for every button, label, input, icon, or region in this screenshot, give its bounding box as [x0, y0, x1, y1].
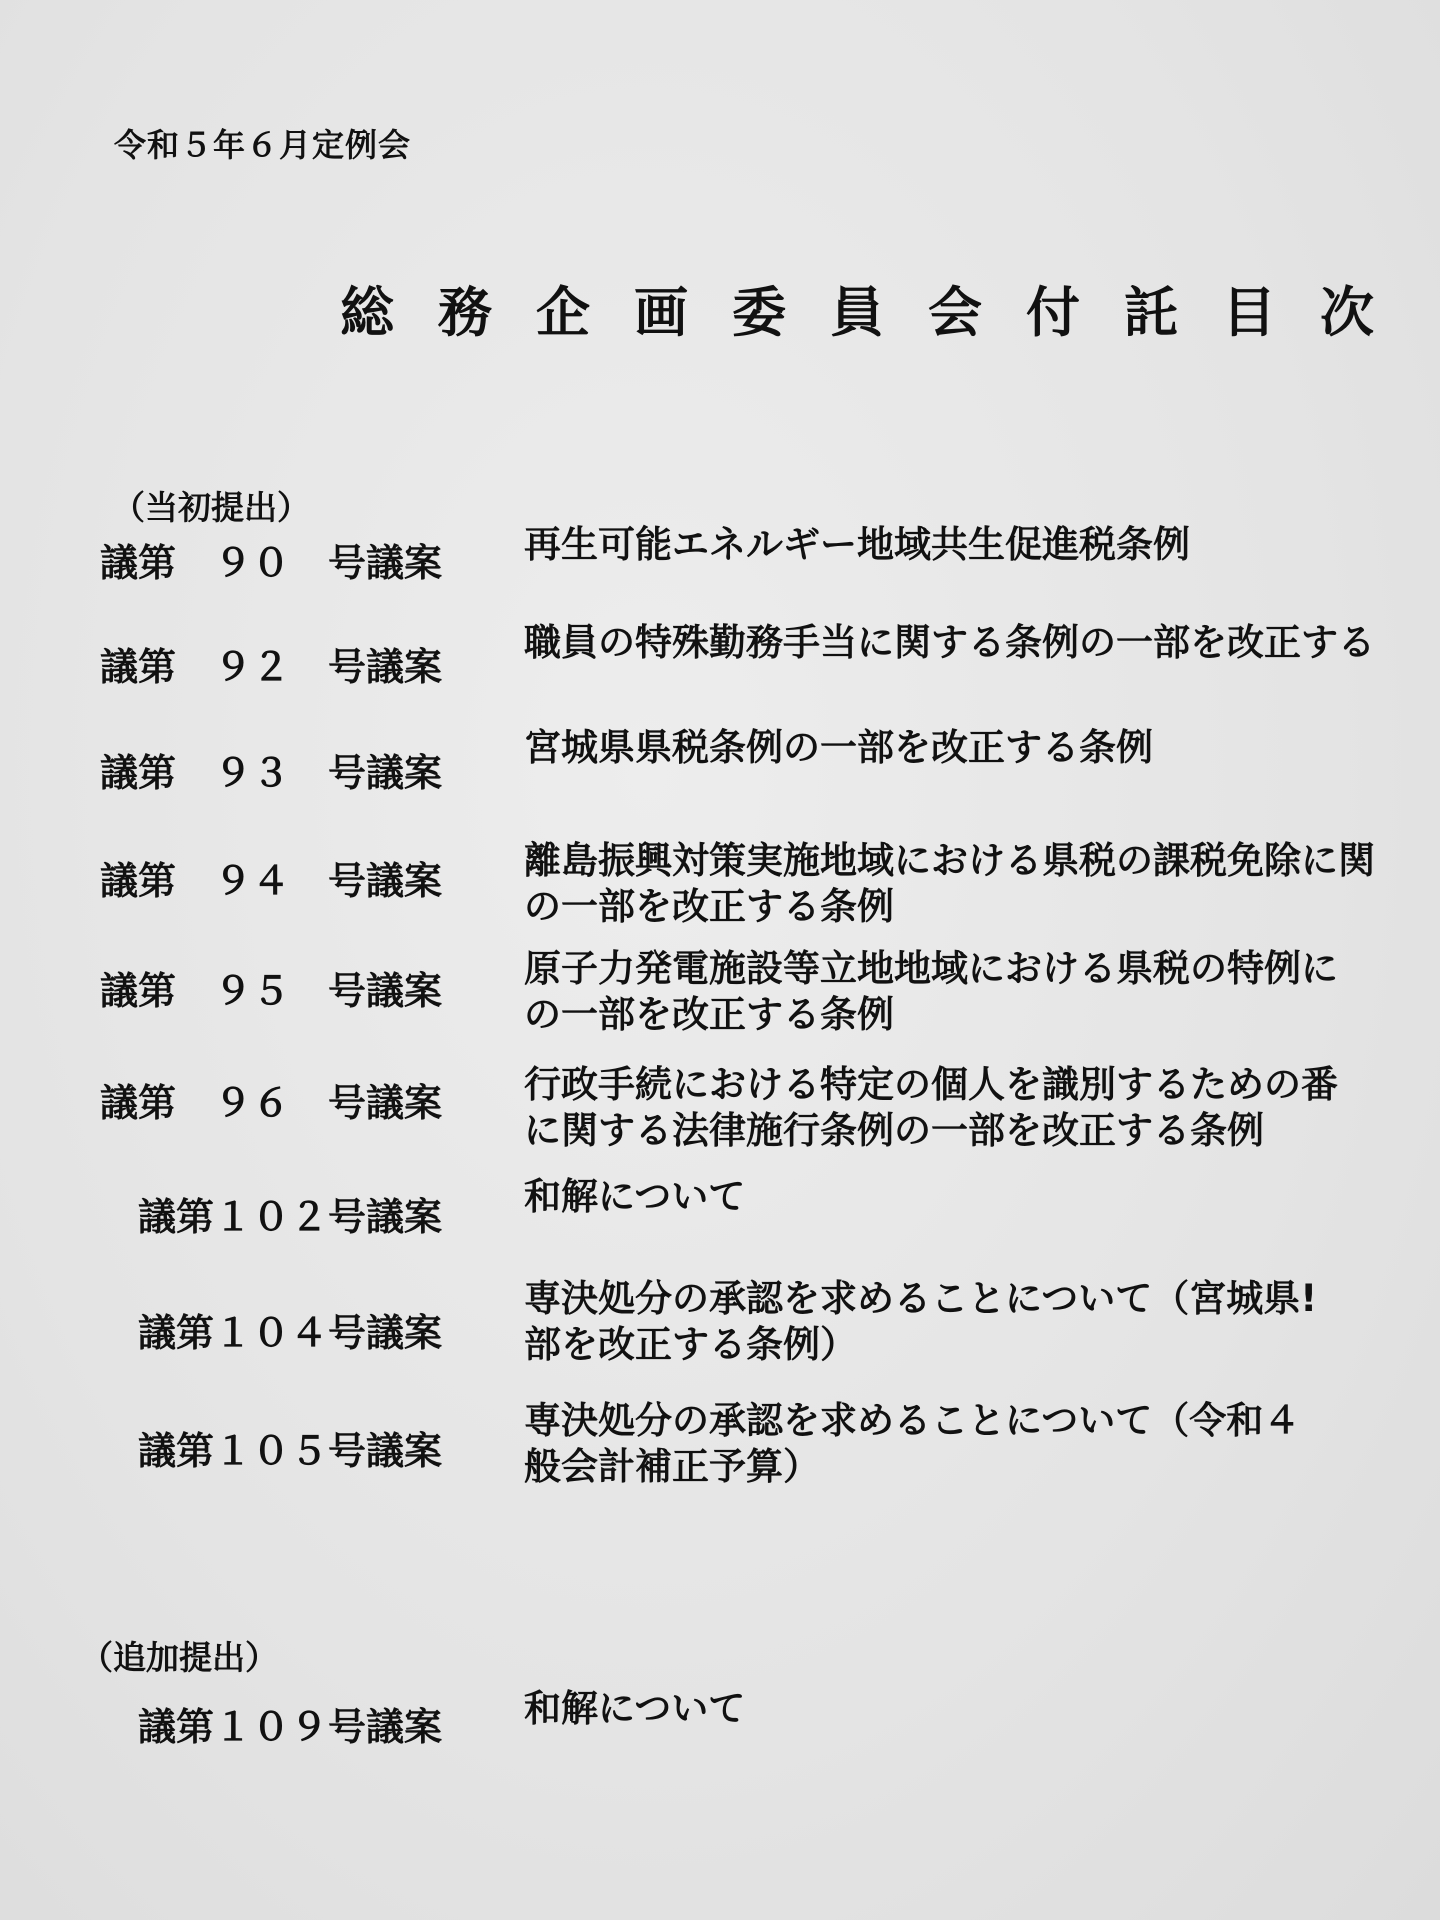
document-title: 総務企画委員会付託目次: [340, 281, 1418, 344]
bill-title: 離島振興対策実施地域における県税の課税免除に関 の一部を改正する条例: [524, 839, 1375, 928]
bill-number: 議第１０２号議案: [137, 1195, 442, 1239]
section-label-additional: （追加提出）: [80, 1638, 278, 1677]
section-label-initial: （当初提出）: [112, 488, 310, 527]
bill-title: 専決処分の承認を求めることについて（宮城県! 部を改正する条例）: [524, 1277, 1318, 1366]
bill-title: 原子力発電施設等立地地域における県税の特例に の一部を改正する条例: [524, 947, 1338, 1036]
bill-title: 和解について: [524, 1175, 746, 1218]
bill-title: 宮城県県税条例の一部を改正する条例: [524, 726, 1153, 769]
bill-title: 再生可能エネルギー地域共生促進税条例: [524, 523, 1190, 566]
bill-title: 専決処分の承認を求めることについて（令和４ 般会計補正予算）: [524, 1399, 1301, 1488]
bill-title: 職員の特殊勤務手当に関する条例の一部を改正する: [524, 621, 1375, 664]
bill-number: 議第 ９４ 号議案: [99, 859, 442, 903]
bill-number: 議第１０４号議案: [137, 1311, 442, 1355]
bill-title: 和解について: [524, 1687, 746, 1730]
bill-number: 議第 ９０ 号議案: [99, 541, 442, 585]
bill-number: 議第 ９２ 号議案: [99, 645, 442, 689]
bill-number: 議第１０５号議案: [137, 1429, 442, 1473]
bill-number: 議第１０９号議案: [137, 1705, 442, 1749]
bill-title: 行政手続における特定の個人を識別するための番 に関する法律施行条例の一部を改正する条例: [524, 1063, 1338, 1152]
bill-number: 議第 ９６ 号議案: [99, 1081, 442, 1125]
bill-number: 議第 ９５ 号議案: [99, 969, 442, 1013]
bill-number: 議第 ９３ 号議案: [99, 751, 442, 795]
session-heading: 令和５年６月定例会: [114, 126, 412, 164]
